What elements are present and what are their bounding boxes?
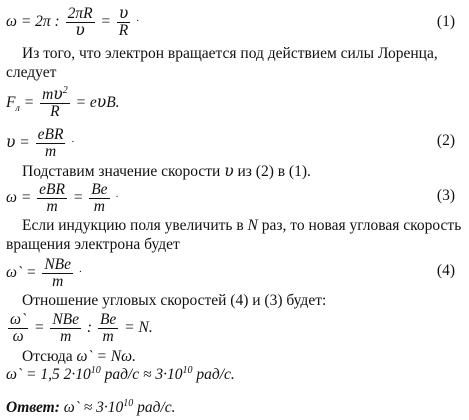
answer-power: 10 <box>123 398 134 409</box>
equation-number-4: (4) <box>436 262 455 279</box>
equation-number-3: (3) <box>436 187 455 204</box>
ratio-frac3-denominator: m <box>98 328 118 345</box>
equation-4 <box>6 253 82 291</box>
ratio-colon: : <box>86 319 93 336</box>
paragraph-1-line-1: Из того, что электрон вращается под действием силы Лоренца, <box>22 45 438 62</box>
eq2-tail: · <box>71 136 75 148</box>
paragraph-2-text-before: Подставим значение скорости <box>22 163 225 180</box>
eq3-frac1-denominator: m <box>37 198 67 215</box>
ratio-frac1-numerator: ω` <box>10 310 27 328</box>
ratio-frac3-numerator: Be <box>99 310 117 328</box>
eq1-fraction-1 <box>66 6 95 40</box>
eq1-frac1-denominator: 𝜐 <box>66 22 95 39</box>
force-lhs: $F_л$ <box>6 94 20 115</box>
ratio-fraction-3 <box>98 312 118 346</box>
paragraph-3-text-after: раз, то новая угловая скорость <box>257 217 462 234</box>
ratio-equals: = <box>33 319 45 336</box>
force-fraction <box>40 84 70 121</box>
eq2-frac-numerator: eBR <box>37 125 64 143</box>
paragraph-3-symbol: N <box>247 217 258 234</box>
force-lhs-subscript: л <box>15 103 20 115</box>
paragraph-2-text-after: из (2) в (1). <box>233 163 311 180</box>
force-frac-numerator-power: 2 <box>62 84 68 96</box>
eq3-frac2-denominator: m <box>89 198 109 215</box>
force-rhs: = e𝜐B. <box>75 94 120 111</box>
paragraph-5 <box>22 348 136 366</box>
answer-text-1: ω` ≈ 3·10 <box>59 399 124 416</box>
eq3-fraction-1 <box>37 182 67 216</box>
eq2-fraction <box>36 127 66 161</box>
eq3-frac2-numerator: Be <box>91 180 108 198</box>
answer-label: Ответ: <box>6 399 60 416</box>
eq3-fraction-2 <box>89 182 109 216</box>
ratio-frac2-denominator: m <box>50 328 81 345</box>
eq1-lhs: ω = 2π : <box>6 13 60 30</box>
paragraph-3-line-2: вращения электрона будет <box>6 236 180 253</box>
equation-ratio <box>6 309 153 347</box>
eq2-lhs: 𝜐 = <box>6 134 30 151</box>
eq1-fraction-2 <box>117 6 130 40</box>
eq4-frac-numerator: NBe <box>44 255 72 273</box>
numeric-part-2: рад/с ≈ 3·10 <box>100 366 183 383</box>
numeric-part-1: ω` = 1,5 2·10 <box>6 366 91 383</box>
eq2-frac-denominator: m <box>36 143 66 160</box>
ratio-rhs: = N. <box>124 319 153 336</box>
answer-text-2: рад/с. <box>133 399 176 416</box>
ratio-frac1-denominator: ω <box>8 328 28 345</box>
force-equals: = <box>23 94 35 111</box>
numeric-power-1: 10 <box>90 365 101 376</box>
force-frac-numerator: m𝜐$^2$ <box>42 84 68 103</box>
numeric-power-2: 10 <box>182 365 193 376</box>
eq1-equals: = <box>100 13 111 30</box>
eq3-tail: · <box>115 191 119 203</box>
eq1-frac2-denominator: R <box>118 21 129 39</box>
answer-line <box>6 399 176 417</box>
equation-number-2: (2) <box>436 132 455 149</box>
numeric-part-3: рад/с. <box>192 366 235 383</box>
paragraph-3-line-1 <box>22 217 461 235</box>
ratio-frac2-numerator: NBe <box>52 310 80 328</box>
paragraph-5-formula: ω` = Nω. <box>76 348 136 365</box>
paragraph-2-symbol: 𝜐 <box>224 163 234 180</box>
paragraph-3-text-before: Если индукцию поля увеличить в <box>22 217 248 234</box>
equation-2 <box>6 123 74 161</box>
eq4-frac-denominator: m <box>42 273 73 290</box>
eq1-frac2-numerator: 𝜐 <box>118 4 129 22</box>
equation-1 <box>6 2 139 40</box>
eq4-lhs: ω` = <box>6 264 37 281</box>
ratio-fraction-2 <box>50 312 81 346</box>
ratio-fraction-1 <box>8 312 28 346</box>
paragraph-1-line-2: следует <box>6 64 57 81</box>
paragraph-5-text: Отсюда <box>22 348 77 365</box>
eq3-equals: = <box>72 189 84 206</box>
paragraph-4: Отношение угловых скоростей (4) и (3) будет: <box>22 292 327 309</box>
eq4-fraction <box>42 257 73 291</box>
equation-number-1: (1) <box>436 13 455 30</box>
equation-force <box>6 84 120 122</box>
eq3-frac1-numerator: eBR <box>39 180 65 198</box>
equation-numeric-result <box>6 366 235 384</box>
eq3-lhs: ω = <box>6 189 32 206</box>
force-frac-denominator: R <box>40 103 70 120</box>
equation-3 <box>6 178 118 216</box>
eq1-tail: · <box>136 15 139 27</box>
eq1-frac1-numerator: 2πR <box>67 4 93 22</box>
eq4-tail: · <box>78 266 82 278</box>
